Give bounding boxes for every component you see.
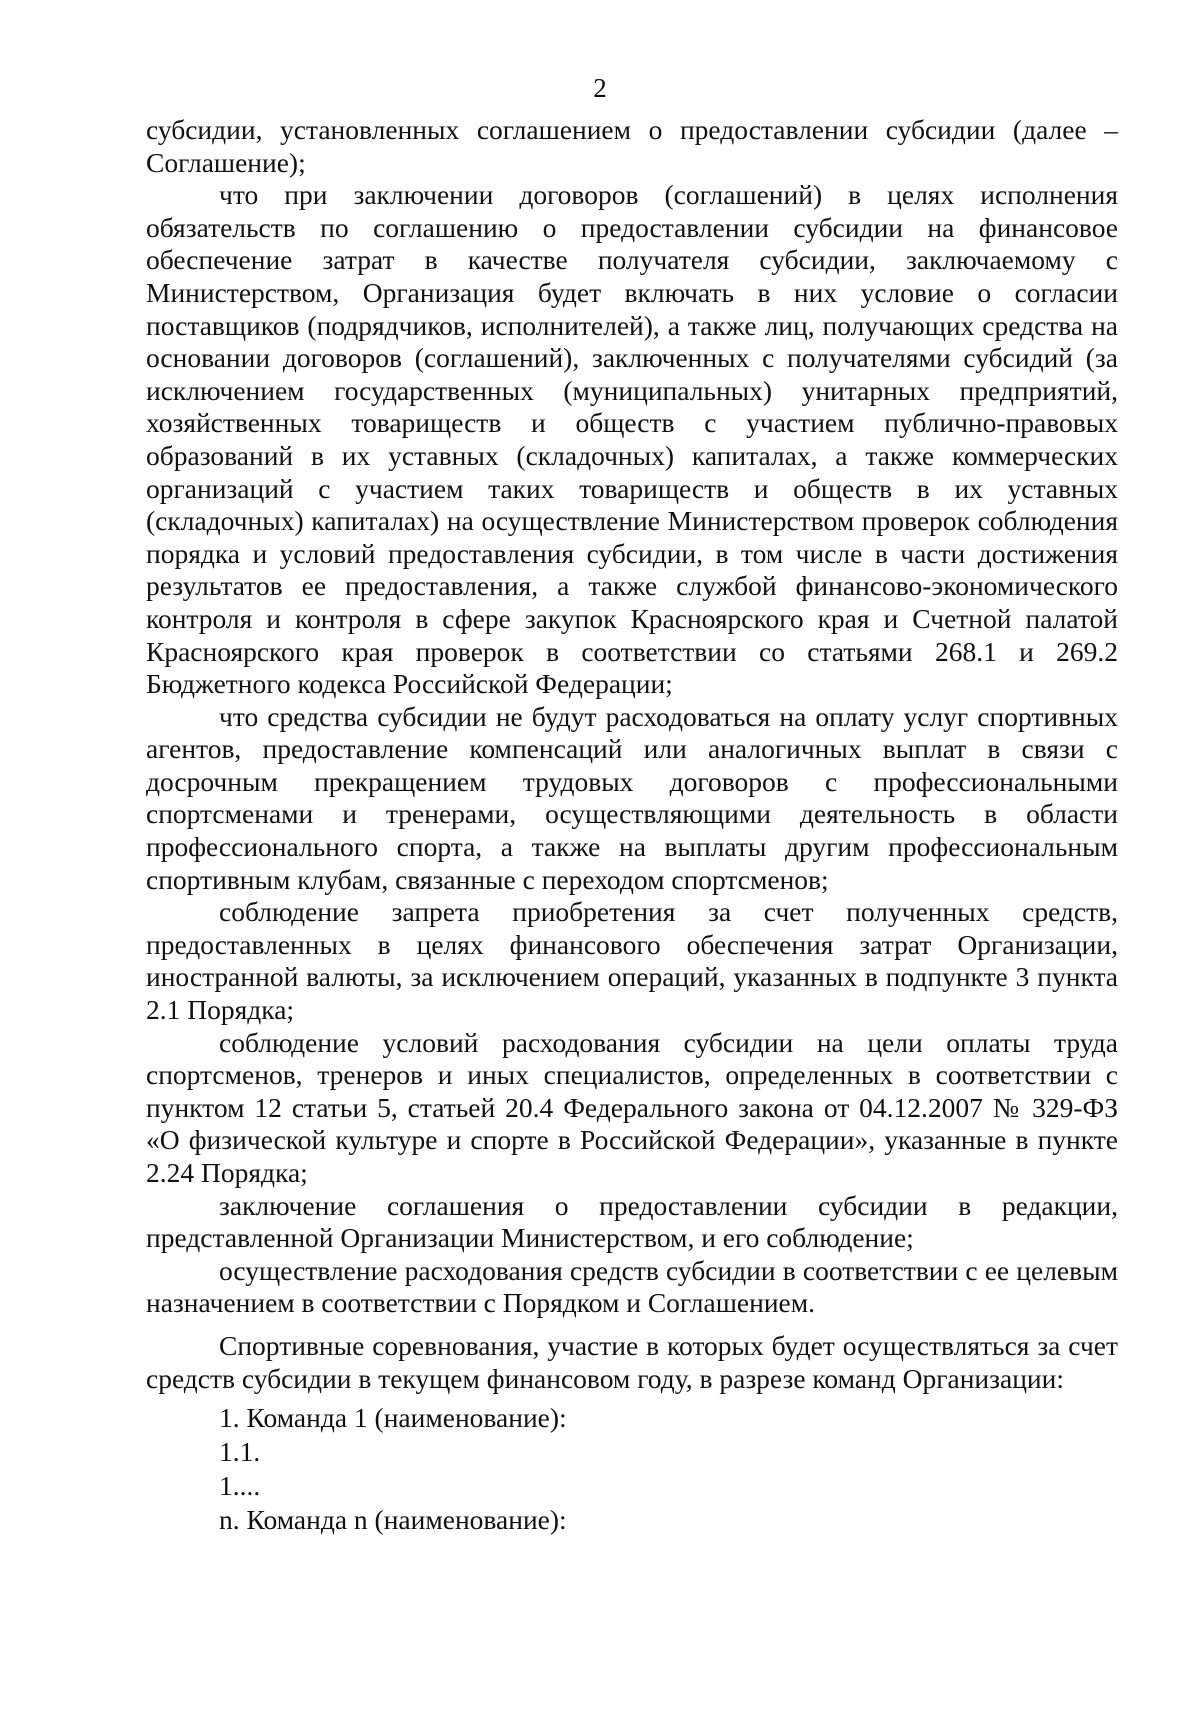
paragraph-no-agent-fees: что средства субсидии не будут расходоваться на оплату услуг спортивных агентов, предоставление компенсаций или аналогичных выплат в связи с досрочным прекращением трудовых договоров с профессиональными спортсменами и тренерами, осуществляющими деятельность в области профессионального спорта, а также на выплаты другим профессиональным спортивным клубам, связанные с переходом спортсменов; bbox=[146, 700, 1118, 895]
paragraph-continuation: субсидии, установленных соглашением о предоставлении субсидии (далее – Соглашение); bbox=[146, 114, 1118, 178]
list-item-team-1: 1. Команда 1 (наименование): bbox=[219, 1402, 567, 1434]
paragraph-agreement-signing: заключение соглашения о предоставлении субсидии в редакции, представленной Организации Министерством, и его соблюдение; bbox=[146, 1189, 1118, 1254]
paragraph-currency-ban: соблюдение запрета приобретения за счет полученных средств, предоставленных в целях финансового обеспечения затрат Организации, иностранной валюты, за исключением операций, указанных в подпункте 3 пункта 2.1 Порядка; bbox=[146, 896, 1118, 1026]
paragraph-targeted-spending: осуществление расходования средств субсидии в соответствии с ее целевым назначением в соответствии с Порядком и Соглашением. bbox=[146, 1254, 1118, 1319]
paragraph-competitions: Спортивные соревнования, участие в которых будет осуществляться за счет средств субсидии в текущем финансовом году, в разрезе команд Организации: bbox=[146, 1329, 1118, 1394]
document-body bbox=[146, 114, 1118, 1537]
paragraph-salary-conditions: соблюдение условий расходования субсидии на цели оплаты труда спортсменов, тренеров и иных специалистов, определенных в соответствии с пунктом 12 статьи 5, статьей 20.4 Федерального закона от 04.12.2007 № 329-ФЗ «О физической культуре и спорте в Российской Федерации», указанные в пункте 2.24 Порядка; bbox=[146, 1026, 1118, 1188]
page-number: 2 bbox=[593, 73, 607, 103]
list-item-1-n: 1.... bbox=[219, 1470, 261, 1502]
paragraph-contract-condition: что при заключении договоров (соглашений) в целях исполнения обязательств по соглашению о предоставлении субсидии на финансовое обеспечение затрат в качестве получателя субсидии, заключаемому с Министерством, Организация будет включать в них условие о согласии поставщиков (подрядчиков, исполнителей), а также лиц, получающих средства на основании договоров (соглашений), заключенных с получателями субсидий (за исключением государственных (муниципальных) унитарных предприятий, хозяйственных товариществ и обществ с участием публично-правовых образований в их уставных (складочных) капиталах, а также коммерческих организаций с участием таких товариществ и обществ в их уставных (складочных) капиталах) на осуществление Министерством проверок соблюдения порядка и условий предоставления субсидии, в том числе в части достижения результатов ее предоставления, а также службой финансово-экономического контроля и контроля в сфере закупок Красноярского края и Счетной палатой Красноярского края проверок в соответствии со статьями 268.1 и 269.2 Бюджетного кодекса Российской Федерации; bbox=[146, 179, 1118, 700]
list-item-1-1: 1.1. bbox=[219, 1436, 261, 1468]
list-item-team-n: n. Команда n (наименование): bbox=[219, 1504, 567, 1536]
